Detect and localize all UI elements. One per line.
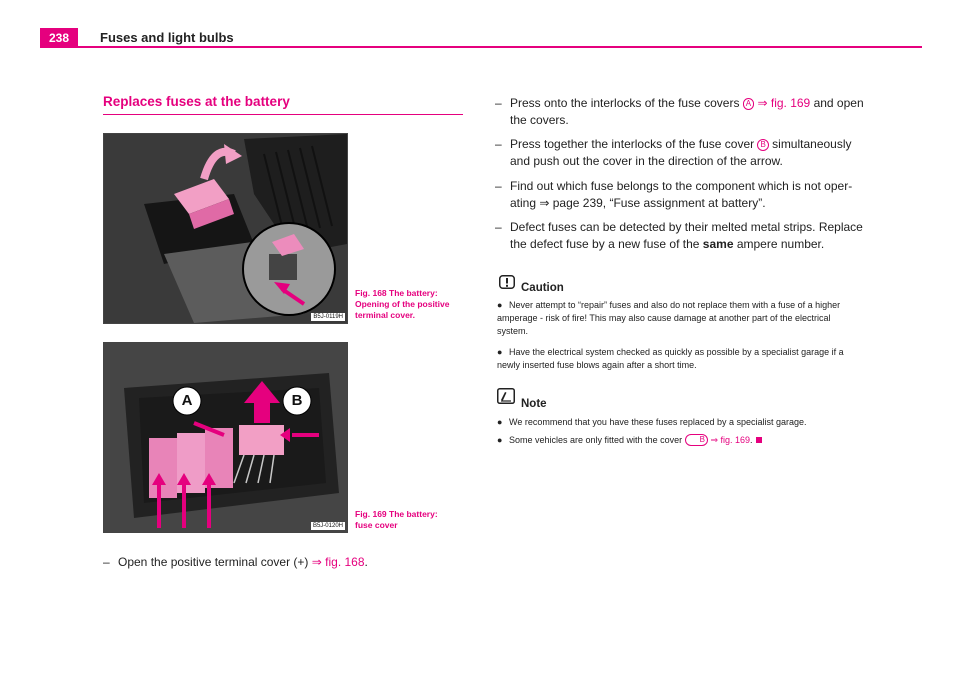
caution-title: Caution bbox=[521, 282, 564, 294]
figure-link[interactable]: ⇒ fig. 169 bbox=[710, 435, 751, 445]
figure-code: B5J-0119H bbox=[313, 314, 343, 320]
step-text-line2: and push out the cover in the direction of the arrow. bbox=[510, 154, 783, 168]
step-dash: – bbox=[495, 137, 502, 151]
label-b-badge: B bbox=[685, 434, 708, 446]
step-press-together bbox=[495, 136, 865, 170]
step-text: Press onto the interlocks of the fuse covers bbox=[510, 96, 743, 110]
step-dash: – bbox=[103, 555, 110, 569]
section-title: Replaces fuses at the battery bbox=[103, 94, 290, 109]
step-text: Find out which fuse belongs to the component which is not oper- bbox=[510, 179, 853, 193]
label-a: A bbox=[181, 392, 193, 409]
emphasis-word: same bbox=[702, 237, 734, 251]
step-text: Press together the interlocks of the fuse cover bbox=[510, 137, 758, 151]
label-a-badge: A bbox=[743, 98, 754, 110]
figure-168-caption bbox=[355, 288, 465, 321]
step-text-end: . bbox=[364, 555, 368, 569]
step-text-line2: the defect fuse by a new fuse of the bbox=[510, 237, 703, 251]
header-title: Fuses and light bulbs bbox=[100, 30, 234, 45]
step-detect-defect bbox=[495, 219, 865, 253]
label-b: B bbox=[291, 392, 303, 409]
bullet-dot: ● bbox=[497, 417, 503, 427]
battery-cover-illustration bbox=[104, 134, 347, 323]
figure-168-image bbox=[103, 133, 348, 324]
caption-label: Fig. 169 The battery: bbox=[355, 509, 438, 519]
note-item bbox=[497, 434, 853, 447]
caption-label: Fig. 168 The battery: bbox=[355, 288, 438, 298]
step-dash: – bbox=[495, 220, 502, 234]
label-b-badge: B bbox=[757, 139, 768, 151]
note-item-text: Some vehicles are only fitted with the cover bbox=[509, 435, 685, 445]
note-icon bbox=[497, 388, 515, 404]
step-find-fuse bbox=[495, 178, 865, 212]
note-title: Note bbox=[521, 398, 547, 410]
step-text-end: and open bbox=[810, 96, 864, 110]
header-rule bbox=[40, 46, 922, 48]
note-item bbox=[497, 416, 853, 429]
note-item-text: We recommend that you have these fuses replaced by a specialist garage. bbox=[509, 417, 807, 427]
page-header bbox=[40, 28, 922, 50]
figure-code: B5J-0120H bbox=[312, 523, 343, 529]
step-text: Open the positive terminal cover (+) bbox=[118, 555, 312, 569]
figure-169-image bbox=[103, 342, 348, 533]
step-text-end: simultaneously bbox=[768, 137, 852, 151]
bullet-dot: ● bbox=[497, 300, 503, 310]
section-rule bbox=[103, 114, 463, 115]
step-text-end: ampere number. bbox=[733, 237, 825, 251]
bullet-dot: ● bbox=[497, 347, 503, 357]
caption-text: Opening of the positive terminal cover. bbox=[355, 299, 450, 320]
page-number: 238 bbox=[40, 28, 78, 48]
page-link[interactable]: ating ⇒ page 239, “Fuse assignment at battery”. bbox=[510, 196, 766, 210]
caution-icon bbox=[499, 275, 515, 289]
caution-item-text: Never attempt to “repair” fuses and also do not replace them with a fuse of a higher amperage - risk of fire! This may also cause damage at another part of the electrical system. bbox=[497, 300, 841, 336]
fuse-cover-illustration bbox=[104, 343, 347, 532]
caution-item-text: Have the electrical system checked as quickly as possible by a specialist garage if a newly inserted fuse blows again after a short time. bbox=[497, 347, 844, 370]
figure-link[interactable]: ⇒ fig. 169 bbox=[757, 96, 811, 110]
figure-link[interactable]: ⇒ fig. 168 bbox=[311, 555, 365, 569]
caution-item bbox=[497, 346, 853, 372]
step-dash: – bbox=[495, 96, 502, 110]
step-dash: – bbox=[495, 179, 502, 193]
caption-text: fuse cover bbox=[355, 520, 398, 530]
step-text: Defect fuses can be detected by their melted metal strips. Replace bbox=[510, 220, 863, 234]
step-press-interlocks bbox=[495, 95, 865, 129]
bullet-dot: ● bbox=[497, 435, 503, 445]
caution-item bbox=[497, 299, 853, 338]
figure-169-caption bbox=[355, 509, 465, 531]
note-item-end: . bbox=[750, 435, 753, 445]
step-text-line2: the covers. bbox=[510, 113, 569, 127]
section-end-mark bbox=[756, 437, 762, 443]
